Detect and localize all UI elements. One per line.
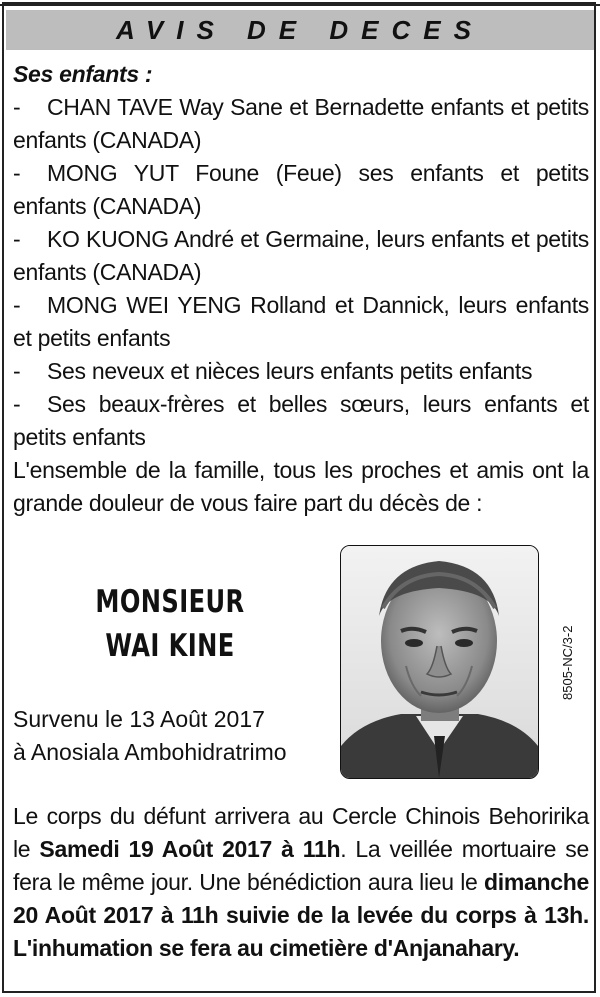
death-date: Survenu le 13 Août 2017 — [13, 706, 265, 732]
portrait-photo — [340, 545, 539, 779]
family-heading: Ses enfants : — [13, 61, 153, 87]
funeral-details — [13, 800, 589, 965]
portrait-icon — [341, 546, 538, 778]
list-item: - MONG WEI YENG Rolland et Dannick, leurs enfants et petits enfants — [13, 292, 589, 351]
deceased-name-block — [40, 580, 300, 668]
list-item: - Ses beaux-frères et belles sœurs, leurs enfants et petits enfants — [13, 391, 589, 450]
details-text: Le corps du défunt arrivera au Cercle Chinois Behoririka le — [13, 803, 589, 862]
list-item: - CHAN TAVE Way Sane et Bernadette enfants et petits enfants (CANADA) — [13, 94, 589, 153]
reference-code: 8505-NC/3-2 — [560, 625, 575, 700]
announcement-text: L'ensemble de la famille, tous les proches et amis ont la grande douleur de vous faire part du décès de : — [13, 457, 589, 516]
details-arrival-date: Samedi 19 Août 2017 à 11h — [39, 836, 341, 862]
deceased-title: MONSIEUR — [95, 584, 245, 620]
list-item: - KO KUONG André et Germaine, leurs enfants et petits enfants (CANADA) — [13, 226, 589, 285]
header-banner — [6, 10, 594, 50]
list-item: - Ses neveux et nièces leurs enfants petits enfants — [13, 358, 533, 384]
death-info — [13, 703, 287, 769]
family-list — [13, 58, 589, 520]
list-item: - MONG YUT Foune (Feue) ses enfants et petits enfants (CANADA) — [13, 160, 589, 219]
deceased-name: WAI KINE — [105, 628, 235, 664]
details-ceremony-burial: dimanche 20 Août 2017 à 11h suivie de la levée du corps à 13h. L'inhumation se fera au cimetière d'Anjanahary. — [13, 869, 589, 961]
death-place: à Anosiala Ambohidratrimo — [13, 739, 287, 765]
details-text: . La veillée mortuaire se fera le même jour. Une bénédiction aura lieu le — [13, 836, 589, 895]
notice-title: AVIS DE DECES — [116, 14, 484, 45]
